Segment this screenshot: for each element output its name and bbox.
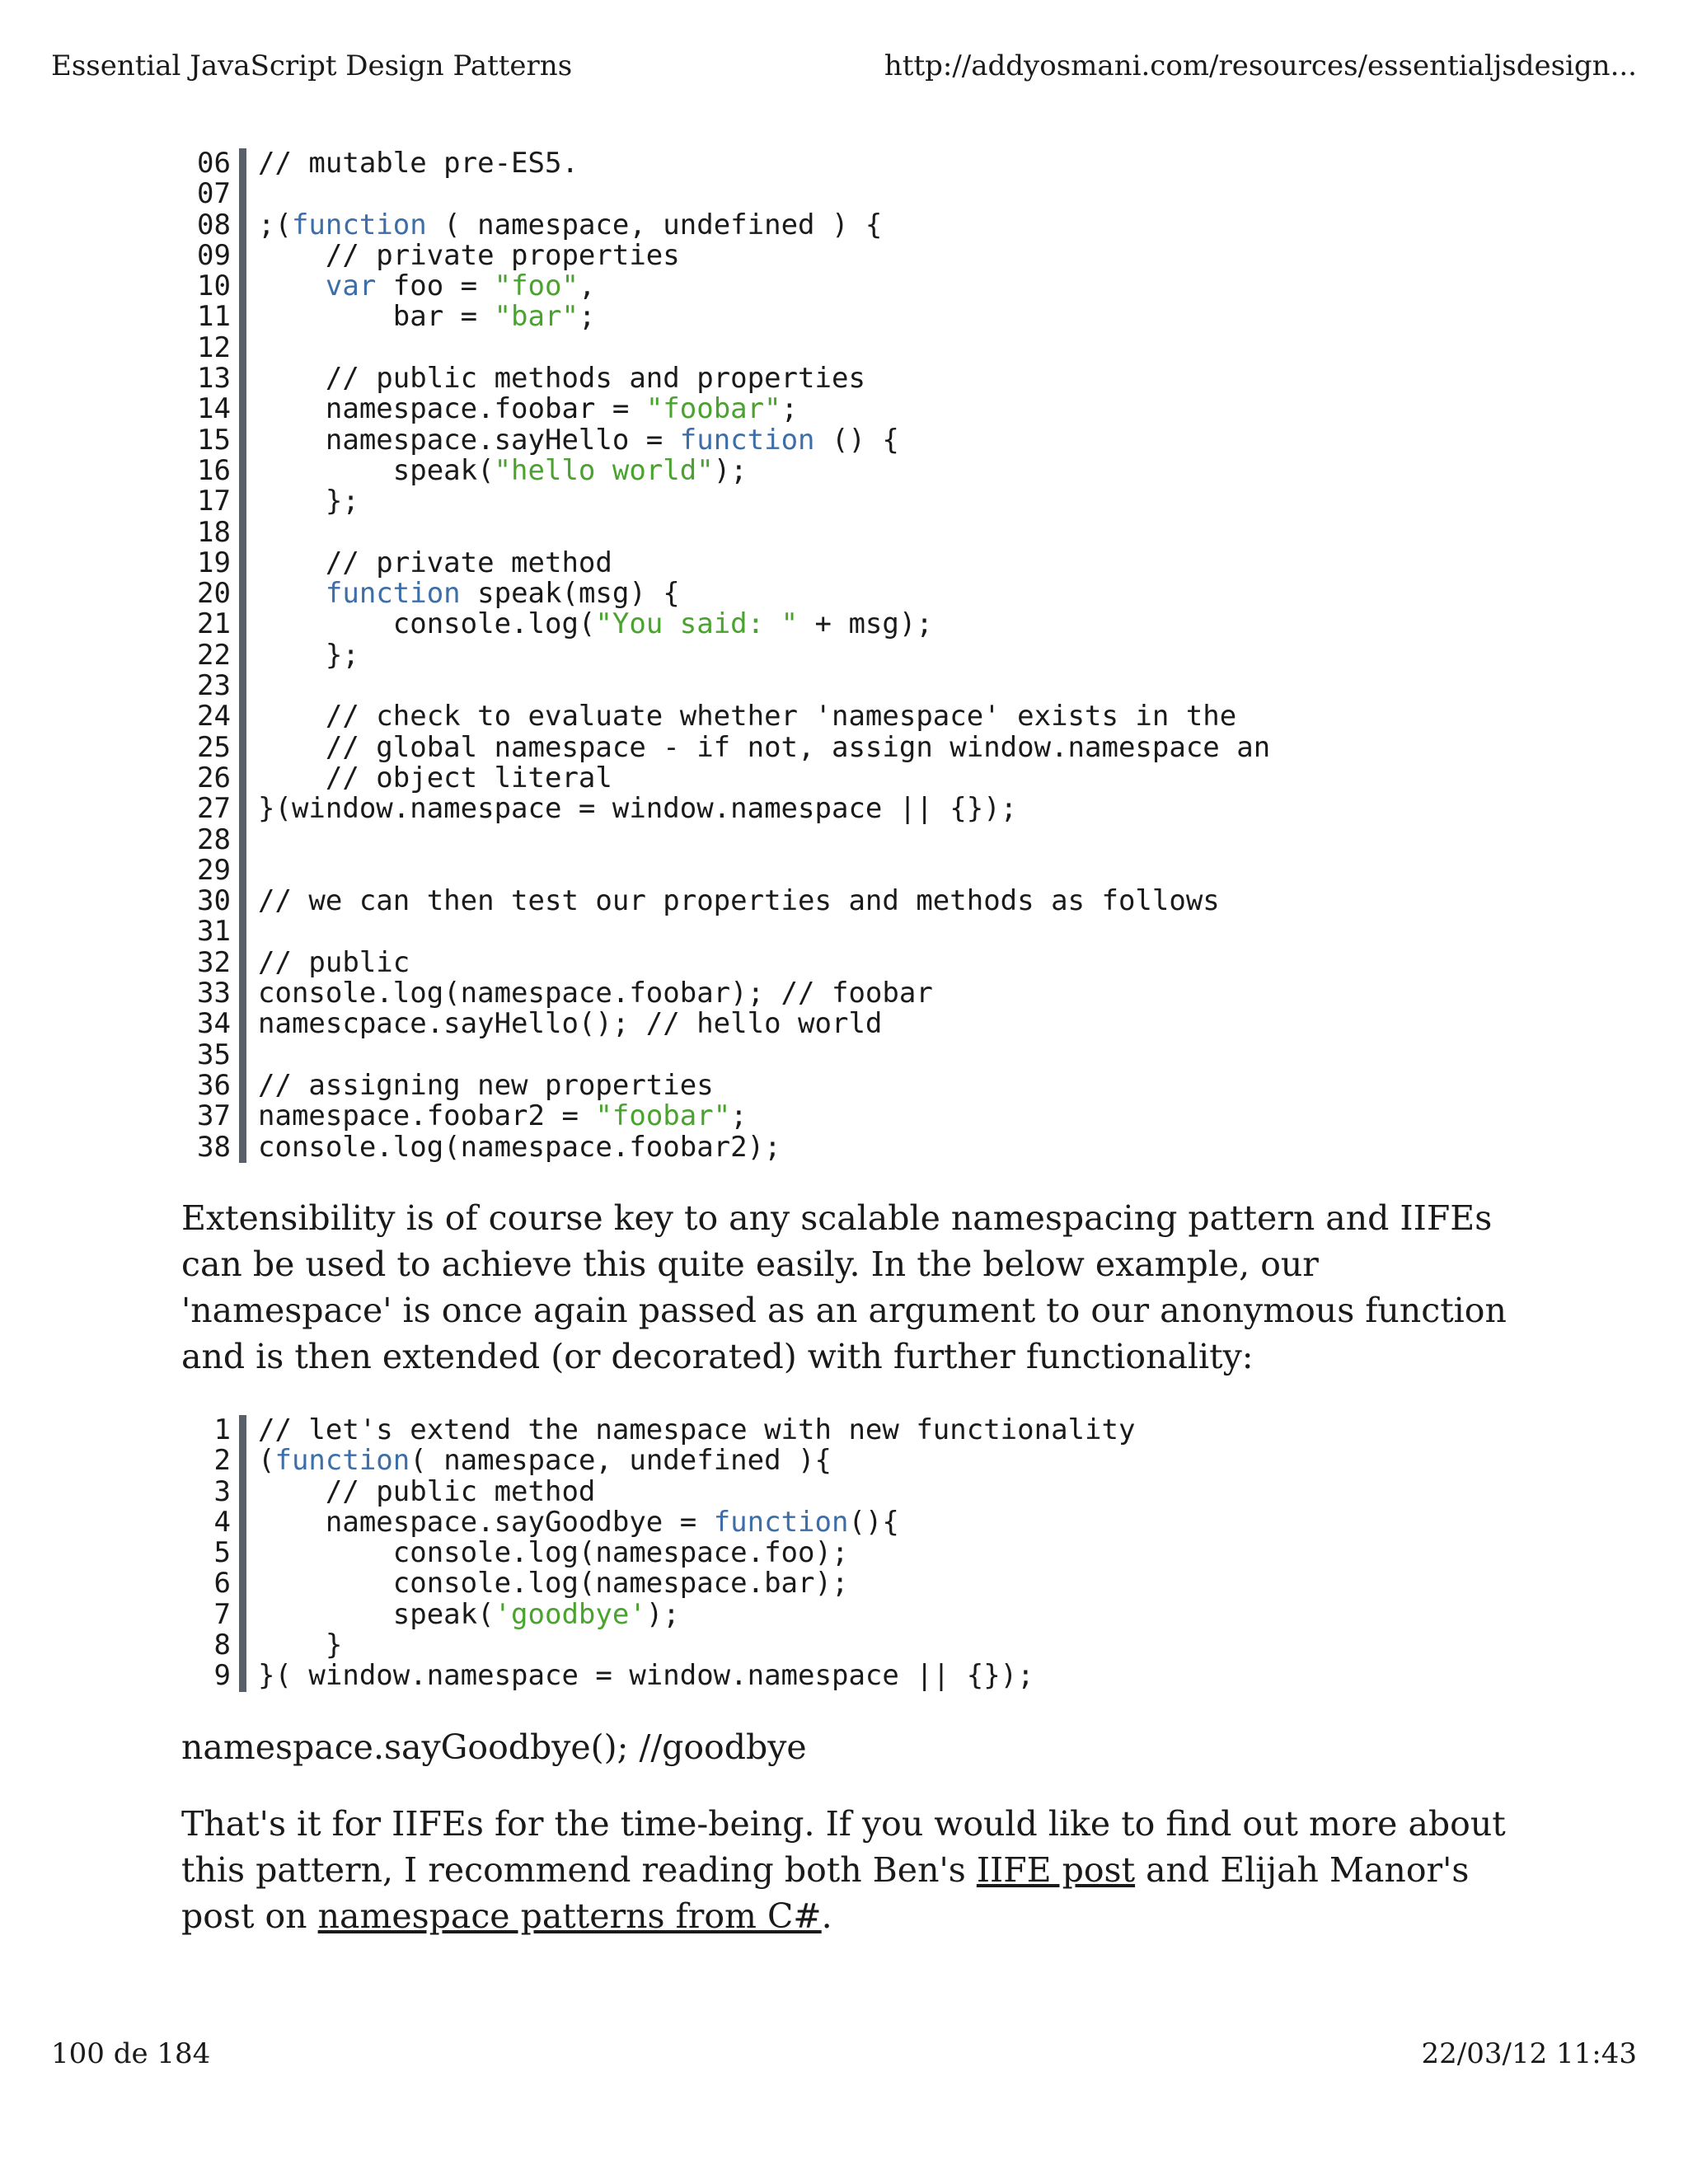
code-text bbox=[246, 210, 1525, 241]
gutter-bar bbox=[239, 333, 246, 363]
gutter-bar bbox=[239, 302, 246, 332]
code-line bbox=[165, 579, 1525, 609]
line-number: 7 bbox=[213, 1597, 231, 1631]
line-number: 29 bbox=[197, 853, 231, 887]
code-token bbox=[258, 269, 326, 302]
line-number: 16 bbox=[197, 453, 231, 487]
line-number: 13 bbox=[197, 362, 231, 396]
code-keyword: function bbox=[274, 1444, 410, 1478]
code-token: // public methods and properties bbox=[258, 362, 865, 396]
code-line bbox=[165, 1474, 1525, 1508]
code-text bbox=[246, 1068, 1525, 1102]
line-number: 21 bbox=[197, 607, 231, 641]
code-line bbox=[165, 1630, 1525, 1661]
code-line bbox=[165, 1507, 1525, 1538]
conclusion-text-end: . bbox=[821, 1896, 832, 1936]
line-number: 1 bbox=[213, 1413, 231, 1446]
page-header bbox=[51, 49, 1637, 91]
conclusion-text-start: That's it for IIFEs for the time-being. If you would like to find out more about this pattern, I recommend reading both Ben's bbox=[181, 1804, 1506, 1890]
gutter-bar bbox=[239, 271, 246, 302]
code-text bbox=[246, 238, 1525, 272]
line-number: 34 bbox=[197, 1007, 231, 1041]
code-line bbox=[165, 453, 1525, 487]
code-text bbox=[246, 855, 1525, 886]
gutter-bar bbox=[239, 1661, 246, 1691]
line-number: 17 bbox=[197, 485, 231, 518]
gutter-bar bbox=[239, 210, 246, 241]
code-token: console.log(namespace.foobar); // foobar bbox=[258, 977, 933, 1010]
line-number: 5 bbox=[213, 1536, 231, 1570]
code-text bbox=[246, 825, 1525, 855]
code-token: ( bbox=[258, 1444, 275, 1478]
line-number: 20 bbox=[197, 577, 231, 611]
code-token: ; bbox=[578, 300, 596, 334]
code-line bbox=[165, 425, 1525, 456]
code-line bbox=[165, 855, 1525, 886]
code-text bbox=[246, 394, 1525, 424]
line-number: 26 bbox=[197, 761, 231, 794]
gutter-bar bbox=[239, 763, 246, 794]
code-line bbox=[165, 148, 1525, 179]
code-token: speak( bbox=[258, 453, 495, 487]
code-token: ;( bbox=[258, 208, 292, 241]
code-line bbox=[165, 1597, 1525, 1631]
code-token: // assigning new properties bbox=[258, 1068, 714, 1102]
line-number: 36 bbox=[197, 1068, 231, 1102]
code-token: }; bbox=[258, 638, 359, 672]
code-string: "foo" bbox=[494, 269, 579, 303]
code-block-extend-namespace bbox=[165, 1415, 1525, 1692]
gutter-bar bbox=[239, 1630, 246, 1661]
line-number: 9 bbox=[213, 1659, 231, 1693]
code-line bbox=[165, 1661, 1525, 1691]
gutter-bar bbox=[239, 1415, 246, 1446]
line-number: 06 bbox=[197, 147, 231, 180]
line-number: 32 bbox=[197, 945, 231, 979]
code-string: 'goodbye' bbox=[494, 1597, 646, 1631]
code-text bbox=[246, 794, 1525, 824]
code-text bbox=[246, 1661, 1525, 1691]
line-number: 3 bbox=[213, 1474, 231, 1508]
code-text bbox=[246, 609, 1525, 640]
code-line bbox=[165, 1415, 1525, 1446]
code-token: // private properties bbox=[258, 238, 680, 272]
code-line bbox=[165, 1040, 1525, 1071]
code-token: // private method bbox=[258, 546, 612, 579]
code-text bbox=[246, 1415, 1525, 1446]
code-keyword: function bbox=[713, 1505, 849, 1539]
code-token: () { bbox=[814, 423, 899, 457]
code-line bbox=[165, 730, 1525, 764]
line-number: 08 bbox=[197, 208, 231, 241]
gutter-bar bbox=[239, 671, 246, 701]
gutter-bar bbox=[239, 148, 246, 179]
gutter-bar bbox=[239, 1040, 246, 1071]
gutter-bar bbox=[239, 1568, 246, 1599]
code-text bbox=[246, 978, 1525, 1009]
gutter-bar bbox=[239, 518, 246, 548]
code-token: speak( bbox=[258, 1597, 495, 1631]
code-text bbox=[246, 1597, 1525, 1631]
gutter-bar bbox=[239, 794, 246, 824]
code-token: foo = bbox=[376, 269, 495, 303]
line-number: 18 bbox=[197, 515, 231, 549]
gutter-bar bbox=[239, 579, 246, 609]
line-number: 09 bbox=[197, 238, 231, 272]
code-line bbox=[165, 515, 1525, 549]
code-token: ( namespace, undefined ){ bbox=[410, 1444, 832, 1478]
code-text bbox=[246, 1538, 1525, 1568]
line-number: 24 bbox=[197, 700, 231, 733]
code-keyword: var bbox=[325, 269, 377, 303]
code-token: + msg); bbox=[798, 607, 933, 641]
code-line bbox=[165, 1101, 1525, 1132]
code-line bbox=[165, 302, 1525, 332]
code-token: console.log(namespace.bar); bbox=[258, 1567, 849, 1601]
line-number: 30 bbox=[197, 884, 231, 918]
gutter-bar bbox=[239, 1446, 246, 1476]
code-text bbox=[246, 548, 1525, 579]
line-number: 4 bbox=[213, 1505, 231, 1539]
code-token: namespace.sayHello = bbox=[258, 423, 680, 457]
code-text bbox=[246, 1474, 1525, 1508]
line-number: 28 bbox=[197, 823, 231, 856]
gutter-bar bbox=[239, 486, 246, 517]
code-line bbox=[165, 363, 1525, 394]
code-line bbox=[165, 486, 1525, 517]
line-number: 2 bbox=[213, 1444, 231, 1478]
code-text bbox=[246, 945, 1525, 979]
code-token: speak(msg) { bbox=[460, 577, 680, 611]
code-line bbox=[165, 978, 1525, 1009]
line-number: 07 bbox=[197, 177, 231, 211]
gutter-bar bbox=[239, 609, 246, 640]
gutter-bar bbox=[239, 1477, 246, 1507]
code-text bbox=[246, 486, 1525, 517]
code-token: ; bbox=[781, 392, 799, 426]
gutter-bar bbox=[239, 855, 246, 886]
gutter-bar bbox=[239, 1009, 246, 1039]
code-token: namescpace.sayHello(); // hello world bbox=[258, 1007, 883, 1041]
line-number: 33 bbox=[197, 977, 231, 1010]
document-title: Essential JavaScript Design Patterns bbox=[51, 49, 573, 82]
code-token: // mutable pre-ES5. bbox=[258, 147, 579, 180]
line-number: 11 bbox=[197, 300, 231, 334]
page-number: 100 de 184 bbox=[51, 2037, 211, 2070]
gutter-bar bbox=[239, 1101, 246, 1132]
code-line bbox=[165, 671, 1525, 701]
code-token: ); bbox=[645, 1597, 680, 1631]
code-text bbox=[246, 1009, 1525, 1039]
code-block-namespace-iife bbox=[165, 148, 1525, 1163]
line-number: 6 bbox=[213, 1567, 231, 1601]
gutter-bar bbox=[239, 1600, 246, 1630]
code-token: ); bbox=[713, 453, 748, 487]
code-text bbox=[246, 1101, 1525, 1132]
code-token: // object literal bbox=[258, 761, 612, 794]
code-string: "hello world" bbox=[494, 453, 714, 487]
code-line bbox=[165, 330, 1525, 364]
code-line bbox=[165, 1446, 1525, 1476]
code-token: } bbox=[258, 1629, 343, 1662]
code-keyword: function bbox=[325, 577, 461, 611]
code-token: // global namespace - if not, assign window.namespace an bbox=[258, 730, 1271, 764]
code-text bbox=[246, 1507, 1525, 1538]
gutter-bar bbox=[239, 640, 246, 671]
gutter-bar bbox=[239, 241, 246, 271]
code-keyword: function bbox=[679, 423, 815, 457]
code-token: // public bbox=[258, 945, 410, 979]
code-token: }( window.namespace = window.namespace || {}); bbox=[258, 1659, 1034, 1693]
code-line bbox=[165, 1009, 1525, 1039]
code-line bbox=[165, 271, 1525, 302]
page-footer bbox=[51, 2037, 1637, 2079]
code-text bbox=[246, 1630, 1525, 1661]
gutter-bar bbox=[239, 456, 246, 486]
line-number: 14 bbox=[197, 392, 231, 426]
code-text bbox=[246, 453, 1525, 487]
code-text bbox=[246, 302, 1525, 332]
gutter-bar bbox=[239, 1507, 246, 1538]
code-line bbox=[165, 1538, 1525, 1568]
namespace-patterns-link[interactable]: namespace patterns from C# bbox=[317, 1896, 822, 1936]
code-line bbox=[165, 825, 1525, 855]
code-line bbox=[165, 886, 1525, 916]
line-number: 35 bbox=[197, 1038, 231, 1071]
code-token bbox=[258, 577, 326, 610]
gutter-bar bbox=[239, 701, 246, 732]
code-text bbox=[246, 271, 1525, 302]
code-line bbox=[165, 1568, 1525, 1599]
code-line bbox=[165, 945, 1525, 979]
code-token: console.log(namespace.foo); bbox=[258, 1536, 849, 1570]
code-token: (){ bbox=[848, 1505, 899, 1539]
code-token: namespace.sayGoodbye = bbox=[258, 1505, 714, 1539]
code-text bbox=[246, 1132, 1525, 1163]
code-token: console.log(namespace.foobar2); bbox=[258, 1130, 781, 1164]
paragraph-conclusion bbox=[181, 1801, 1517, 1939]
code-text bbox=[246, 730, 1525, 764]
code-text bbox=[246, 1568, 1525, 1599]
code-text bbox=[246, 179, 1525, 209]
code-token: // let's extend the namespace with new functionality bbox=[258, 1413, 1136, 1446]
line-number: 8 bbox=[213, 1629, 231, 1662]
code-text bbox=[246, 886, 1525, 916]
code-line bbox=[165, 210, 1525, 241]
code-line bbox=[165, 794, 1525, 824]
line-number: 25 bbox=[197, 730, 231, 764]
line-number: 37 bbox=[197, 1099, 231, 1133]
gutter-bar bbox=[239, 916, 246, 947]
code-text bbox=[246, 916, 1525, 947]
code-token: // we can then test our properties and methods as follows bbox=[258, 884, 1220, 918]
code-line bbox=[165, 179, 1525, 209]
gutter-bar bbox=[239, 825, 246, 855]
gutter-bar bbox=[239, 948, 246, 978]
code-line bbox=[165, 701, 1525, 732]
gutter-bar bbox=[239, 363, 246, 394]
code-token: ( namespace, undefined ) { bbox=[426, 208, 883, 241]
paragraph-saygoodbye: namespace.sayGoodbye(); //goodbye bbox=[181, 1727, 807, 1767]
code-string: "foobar" bbox=[645, 392, 781, 426]
code-token: namespace.foobar2 = bbox=[258, 1099, 596, 1133]
gutter-bar bbox=[239, 179, 246, 209]
gutter-bar bbox=[239, 425, 246, 456]
code-text bbox=[246, 640, 1525, 671]
code-token: // check to evaluate whether 'namespace' exists in the bbox=[258, 700, 1237, 733]
code-token: }(window.namespace = window.namespace || {}); bbox=[258, 792, 1018, 826]
code-text bbox=[246, 763, 1525, 794]
code-text bbox=[246, 425, 1525, 456]
code-line bbox=[165, 548, 1525, 579]
code-line bbox=[165, 1068, 1525, 1102]
line-number: 27 bbox=[197, 792, 231, 826]
conclusion-text-middle: and Elijah Manor's post on bbox=[181, 1850, 1470, 1936]
code-token: console.log( bbox=[258, 607, 596, 641]
line-number: 10 bbox=[197, 269, 231, 303]
document-url: http://addyosmani.com/resources/essentialjsdesign... bbox=[884, 49, 1637, 82]
code-text bbox=[246, 363, 1525, 394]
gutter-bar bbox=[239, 1071, 246, 1101]
code-token: ; bbox=[730, 1099, 748, 1133]
code-token: , bbox=[578, 269, 596, 303]
code-text bbox=[246, 1446, 1525, 1476]
code-line bbox=[165, 609, 1525, 640]
code-token: // public method bbox=[258, 1474, 596, 1508]
line-number: 22 bbox=[197, 638, 231, 672]
gutter-bar bbox=[239, 1538, 246, 1568]
line-number: 12 bbox=[197, 330, 231, 364]
code-string: "bar" bbox=[494, 300, 579, 334]
code-text bbox=[246, 671, 1525, 701]
code-string: "You said: " bbox=[595, 607, 799, 641]
gutter-bar bbox=[239, 886, 246, 916]
paragraph-extensibility: Extensibility is of course key to any scalable namespacing pattern and IIFEs can be used to achieve this quite easily. In the below example, our 'namespace' is once again passed as an argument to our anonymous function and is then extended (or decorated) with further functionality: bbox=[181, 1198, 1507, 1376]
code-text bbox=[246, 518, 1525, 548]
code-line bbox=[165, 238, 1525, 272]
iife-post-link[interactable]: IIFE post bbox=[976, 1850, 1136, 1890]
print-datetime: 22/03/12 11:43 bbox=[1421, 2037, 1637, 2070]
line-number: 15 bbox=[197, 423, 231, 457]
code-text bbox=[246, 148, 1525, 179]
line-number: 38 bbox=[197, 1130, 231, 1164]
code-text bbox=[246, 333, 1525, 363]
code-token: bar = bbox=[258, 300, 495, 334]
code-string: "foobar" bbox=[595, 1099, 731, 1133]
code-line bbox=[165, 394, 1525, 424]
line-number: 19 bbox=[197, 546, 231, 579]
code-text bbox=[246, 579, 1525, 609]
code-token: }; bbox=[258, 485, 359, 518]
gutter-bar bbox=[239, 1132, 246, 1163]
line-number: 23 bbox=[197, 669, 231, 703]
code-text bbox=[246, 701, 1525, 732]
code-line bbox=[165, 1132, 1525, 1163]
code-keyword: function bbox=[291, 208, 427, 241]
gutter-bar bbox=[239, 733, 246, 763]
gutter-bar bbox=[239, 548, 246, 579]
code-line bbox=[165, 640, 1525, 671]
code-token: namespace.foobar = bbox=[258, 392, 646, 426]
gutter-bar bbox=[239, 978, 246, 1009]
code-text bbox=[246, 1040, 1525, 1071]
code-line bbox=[165, 763, 1525, 794]
code-line bbox=[165, 916, 1525, 947]
line-number: 31 bbox=[197, 915, 231, 949]
gutter-bar bbox=[239, 394, 246, 424]
